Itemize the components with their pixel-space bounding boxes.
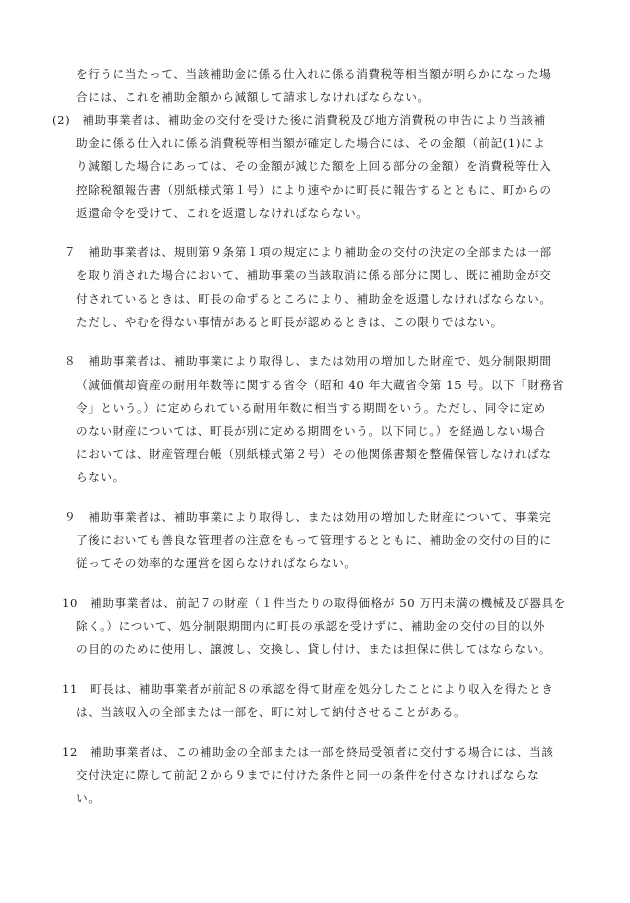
text-line: 返還命令を受けて、これを返還しなければならない。 [76,206,369,220]
text-line: を取り消された場合において、補助事業の当該取消に係る部分に関し、既に補助金が交 [76,268,552,282]
clause-8: ８ 補助事業者は、補助事業により取得し、または効用の増加した財産で、処分制限期間 [64,354,552,368]
text-line: 了後においても善良な管理者の注意をもって管理するとともに、補助金の交付の目的に [76,533,552,547]
clause-2-heading: (2) 補助事業者は、補助金の交付を受けた後に消費税及び地方消費税の申告により当該補 [52,113,546,127]
text-line: 従ってその効率的な運営を図らなければならない。 [76,556,357,570]
clause-12: 12 補助事業者は、この補助金の全部または一部を終局受領者に交付する場合には、当該 [62,745,554,759]
text-line: を行うに当たって、当該補助金に係る仕入れに係る消費税等相当額が明らかになった場 [76,67,552,81]
text-line: 控除税額報告書（別紙様式第１号）により速やかに町長に報告するとともに、町からの [76,183,552,197]
text-line: り減額した場合にあっては、その金額が減じた額を上回る部分の金額）を消費税等仕入 [76,159,552,173]
text-line: 令」という。）に定められている耐用年数に相当する期間をいう。ただし、同令に定め [76,401,546,415]
clause-10: 10 補助事業者は、前記７の財産（１件当たりの取得価格が 50 万円未満の機械及び器具を [62,596,566,610]
text-line: の目的のために使用し、譲渡し、交換し、貸し付け、または担保に供してはならない。 [76,642,552,656]
text-line: においては、財産管理台帳（別紙様式第２号）その他関係書類を整備保管しなければな [76,447,552,461]
text-line: 除く。）について、処分制限期間内に町長の承認を受けずに、補助金の交付の目的以外 [76,619,546,633]
clause-7: ７ 補助事業者は、規則第９条第１項の規定により補助金の交付の決定の全部または一部 [64,245,552,259]
text-line: ただし、やむを得ない事情があると町長が認めるときは、この限りではない。 [76,315,503,329]
clause-11: 11 町長は、補助事業者が前記８の承認を得て財産を処分したことにより収入を得たとき [62,682,554,696]
text-line: 交付決定に際して前記２から９までに付けた条件と同一の条件を付さなければならな [76,768,540,782]
text-line: 付されているときは、町長の命ずるところにより、補助金を返還しなければならない。 [76,292,552,306]
clause-9: ９ 補助事業者は、補助事業により取得し、または効用の増加した財産について、事業完 [64,510,552,524]
text-line: 合には、これを補助金額から減額して請求しなければならない。 [76,90,430,104]
text-line: い。 [76,791,101,805]
text-line: は、当該収入の全部または一部を、町に対して納付させることがある。 [76,705,467,719]
text-line: 助金に係る仕入れに係る消費税等相当額が確定した場合には、その金額（前記(1)によ [76,136,546,150]
text-line: （減価償却資産の耐用年数等に関する省令（昭和 40 年大蔵省令第 15 号。以下「財務省 [76,378,565,392]
text-line: らない。 [76,470,125,484]
text-line: のない財産については、町長が別に定める期間をいう。以下同じ。）を経過しない場合 [76,424,546,438]
